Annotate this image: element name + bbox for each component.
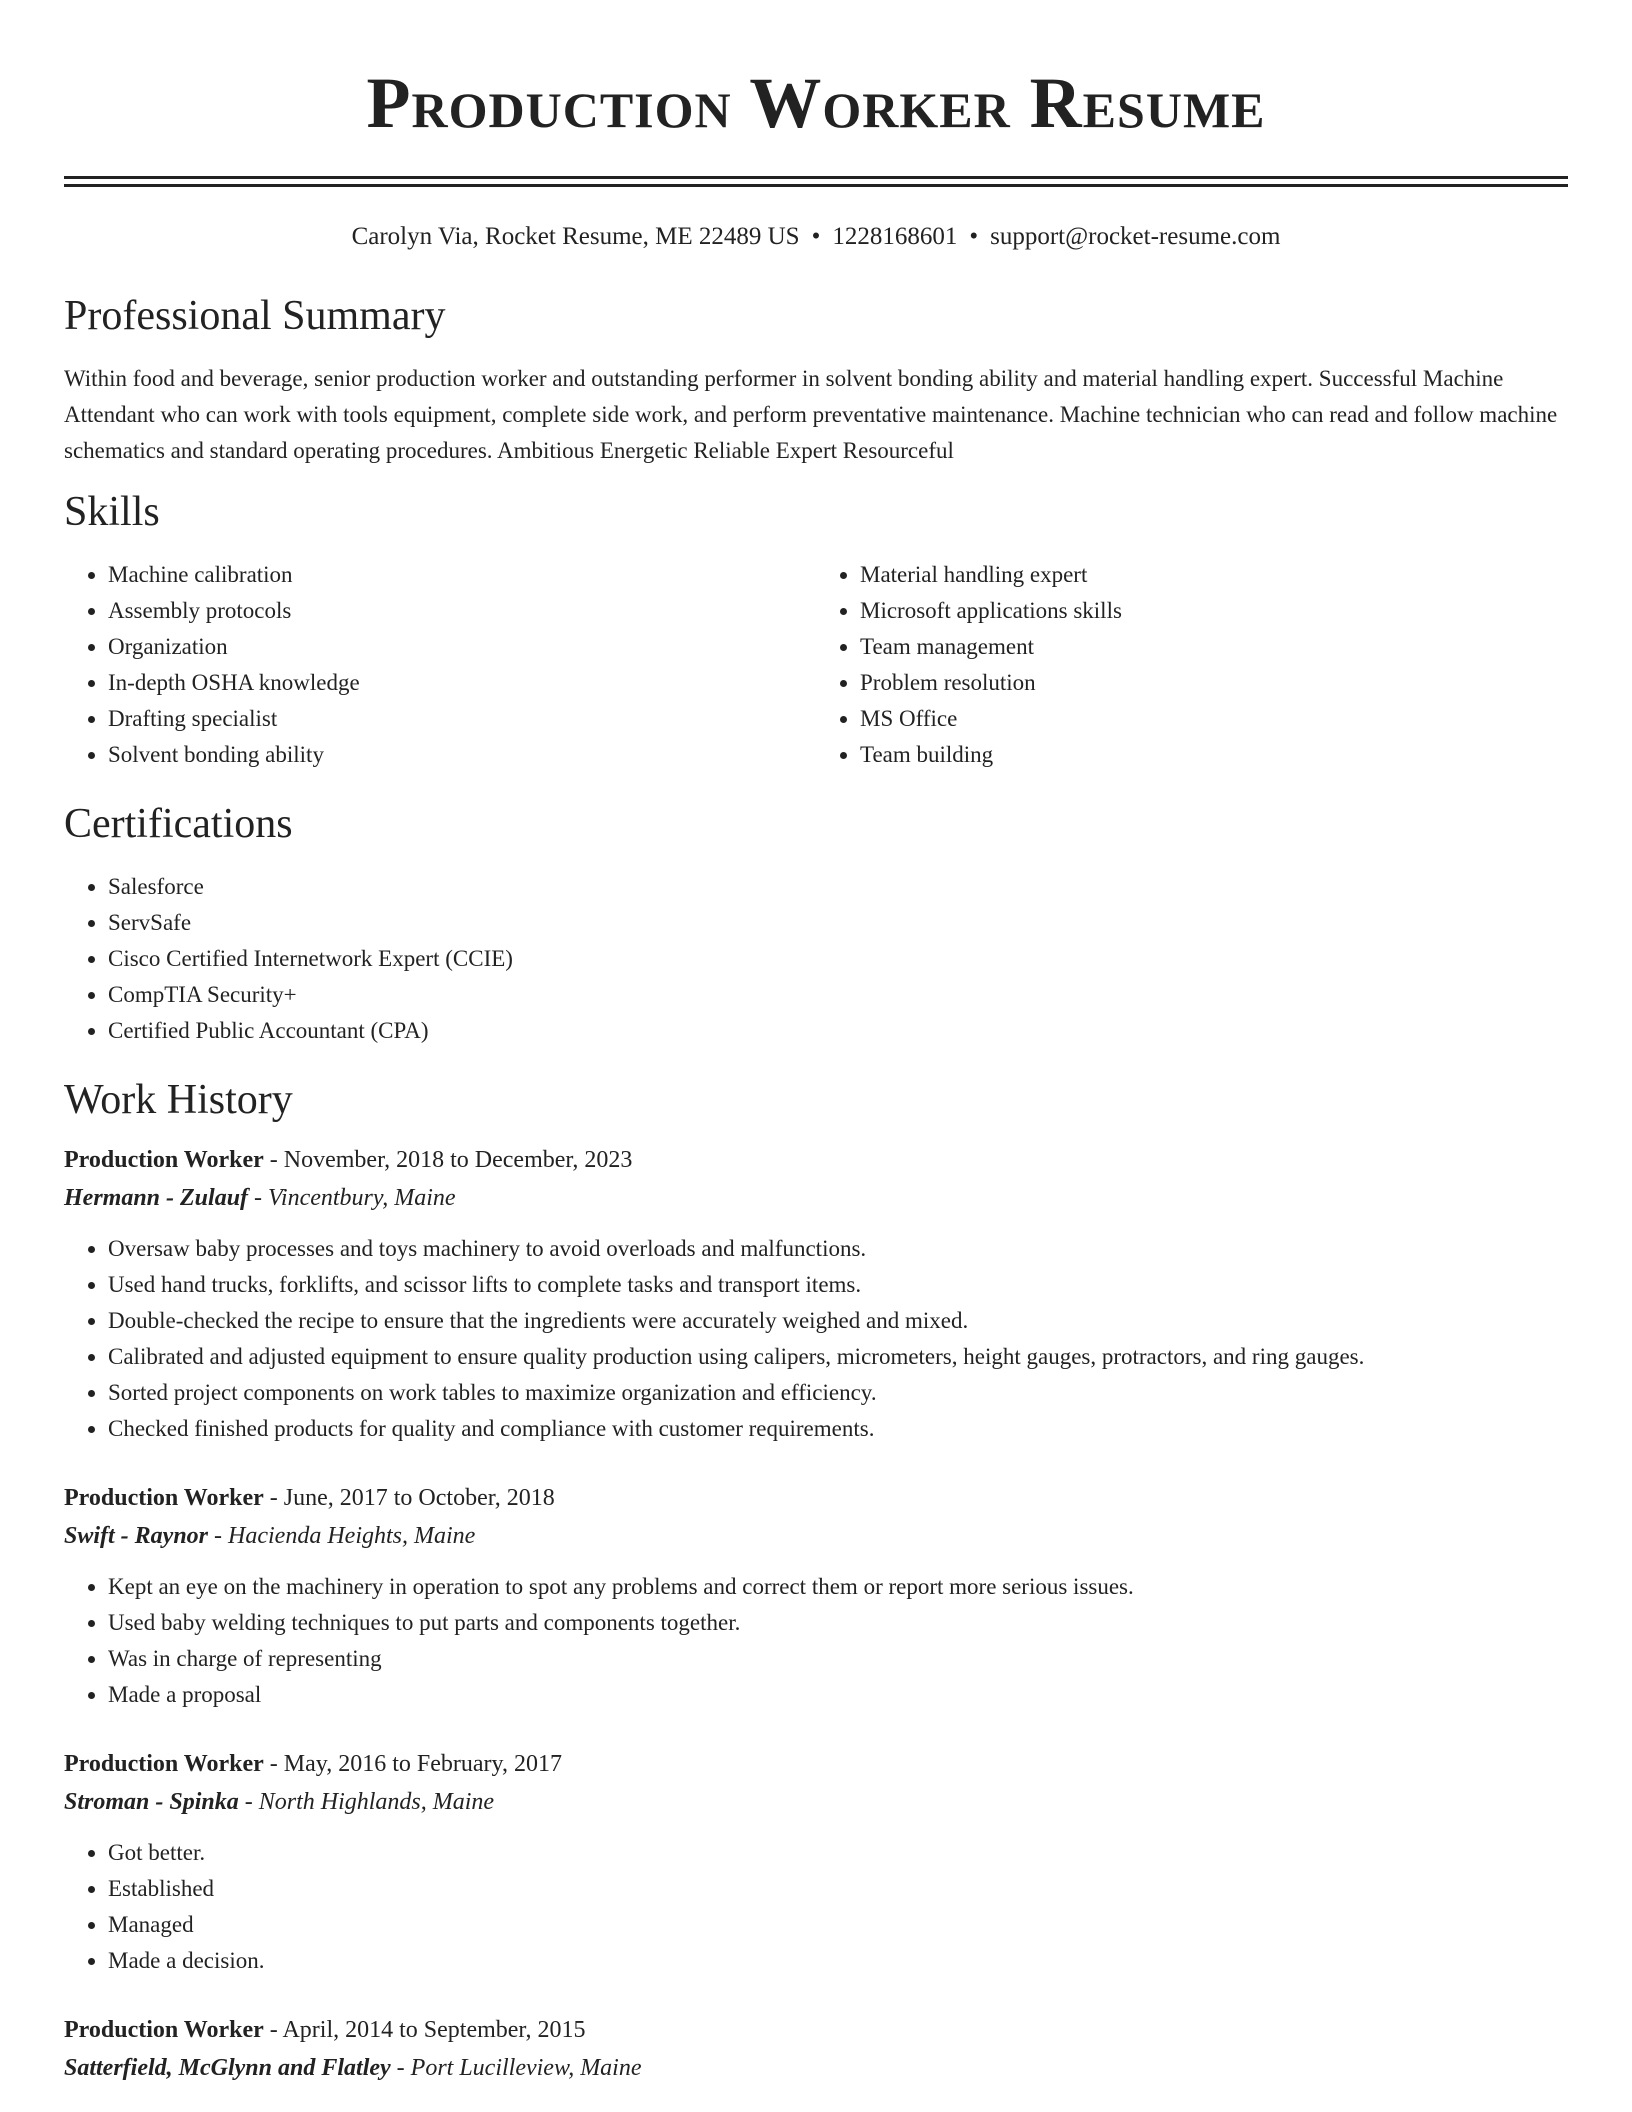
job-duties-list [64, 1569, 1568, 1713]
company-location: - Vincentbury, Maine [248, 1185, 456, 1211]
contact-phone: 1228168601 [832, 223, 958, 250]
certification-item: • ServSafe [108, 905, 1568, 941]
job-duty: • Made a decision. [108, 1943, 1568, 1979]
resume-title: Production Worker Resume [366, 63, 1266, 143]
skill-item: • MS Office [860, 701, 1568, 737]
job-duty: • Checked finished products for quality and compliance with customer requirements. [108, 1411, 1568, 1447]
job-title: Production Worker [64, 1751, 264, 1777]
skills-list-right [816, 557, 1568, 773]
contact-email: support@rocket-resume.com [990, 223, 1281, 250]
job-duty: • Was in charge of representing [108, 1641, 1568, 1677]
job-title-line [64, 1745, 1568, 1783]
skills-list-left [64, 557, 816, 773]
contact-address: Carolyn Via, Rocket Resume, ME 22489 US [351, 223, 800, 250]
job-entry [64, 2011, 1568, 2087]
certification-item: • CompTIA Security+ [108, 977, 1568, 1013]
skill-item: • Problem resolution [860, 665, 1568, 701]
skill-item: • Machine calibration [108, 557, 816, 593]
certification-item: • Salesforce [108, 869, 1568, 905]
company-location: - Port Lucilleview, Maine [390, 2055, 642, 2081]
title-double-rule [64, 176, 1568, 187]
job-title: Production Worker [64, 2017, 264, 2043]
skill-item: • Assembly protocols [108, 593, 816, 629]
job-duty: • Kept an eye on the machinery in operation to spot any problems and correct them or report more serious issues. [108, 1569, 1568, 1605]
summary-text: Within food and beverage, senior production worker and outstanding performer in solvent bonding ability and material handling expert. Successful Machine Attendant who can work with tools equipment, complete side work, and perform preventative maintenance. Machine technician who can read and follow machine schematics and standard operating procedures. Ambitious Energetic Reliable Expert Resourceful [64, 366, 1558, 463]
skill-item: • In-depth OSHA knowledge [108, 665, 816, 701]
skills-columns [64, 557, 1568, 773]
contact-separator: • [969, 223, 979, 250]
certification-item: • Cisco Certified Internetwork Expert (CCIE) [108, 941, 1568, 977]
job-entry [64, 1141, 1568, 1447]
job-duty: • Made a proposal [108, 1677, 1568, 1713]
job-duties-list [64, 1835, 1568, 1979]
job-dates: - November, 2018 to December, 2023 [263, 1147, 633, 1173]
company-location: - Hacienda Heights, Maine [208, 1523, 476, 1549]
job-duty: • Got better. [108, 1835, 1568, 1871]
skill-item: • Solvent bonding ability [108, 737, 816, 773]
company-name: Swift - Raynor [64, 1523, 209, 1549]
company-line [64, 1517, 1568, 1555]
company-name: Satterfield, McGlynn and Flatley [64, 2055, 391, 2081]
skill-item: • Microsoft applications skills [860, 593, 1568, 629]
company-name: Stroman - Spinka [64, 1789, 239, 1815]
job-title: Production Worker [64, 1485, 264, 1511]
contact-separator: • [811, 223, 821, 250]
skill-item: • Drafting specialist [108, 701, 816, 737]
certifications-list [64, 869, 1568, 1049]
skill-item: • Material handling expert [860, 557, 1568, 593]
contact-line [64, 221, 1568, 253]
job-entry [64, 1745, 1568, 1979]
work-history-heading: Work History [64, 1077, 293, 1123]
job-dates: - April, 2014 to September, 2015 [263, 2017, 586, 2043]
summary-heading: Professional Summary [64, 293, 446, 339]
company-name: Hermann - Zulauf [64, 1185, 249, 1211]
skill-item: • Team management [860, 629, 1568, 665]
job-title-line [64, 1479, 1568, 1517]
job-duty: • Sorted project components on work tables to maximize organization and efficiency. [108, 1375, 1568, 1411]
skill-item: • Organization [108, 629, 816, 665]
job-entry [64, 1479, 1568, 1713]
job-duty: • Used hand trucks, forklifts, and scissor lifts to complete tasks and transport items. [108, 1267, 1568, 1303]
job-dates: - May, 2016 to February, 2017 [263, 1751, 562, 1777]
company-line [64, 1179, 1568, 1217]
company-location: - North Highlands, Maine [238, 1789, 495, 1815]
job-title: Production Worker [64, 1147, 264, 1173]
skill-item: • Team building [860, 737, 1568, 773]
job-title-line [64, 1141, 1568, 1179]
skills-heading: Skills [64, 489, 160, 535]
certifications-heading: Certifications [64, 801, 293, 847]
job-duty: • Managed [108, 1907, 1568, 1943]
job-title-line [64, 2011, 1568, 2049]
job-duty: • Established [108, 1871, 1568, 1907]
job-duty: • Calibrated and adjusted equipment to ensure quality production using calipers, micrometers, height gauges, protractors, and ring gauges. [108, 1339, 1568, 1375]
job-dates: - June, 2017 to October, 2018 [263, 1485, 555, 1511]
company-line [64, 2049, 1568, 2087]
job-duty: • Double-checked the recipe to ensure that the ingredients were accurately weighed and mixed. [108, 1303, 1568, 1339]
job-duties-list [64, 1231, 1568, 1447]
company-line [64, 1783, 1568, 1821]
job-duty: • Used baby welding techniques to put parts and components together. [108, 1605, 1568, 1641]
certification-item: • Certified Public Accountant (CPA) [108, 1013, 1568, 1049]
job-duty: • Oversaw baby processes and toys machinery to avoid overloads and malfunctions. [108, 1231, 1568, 1267]
